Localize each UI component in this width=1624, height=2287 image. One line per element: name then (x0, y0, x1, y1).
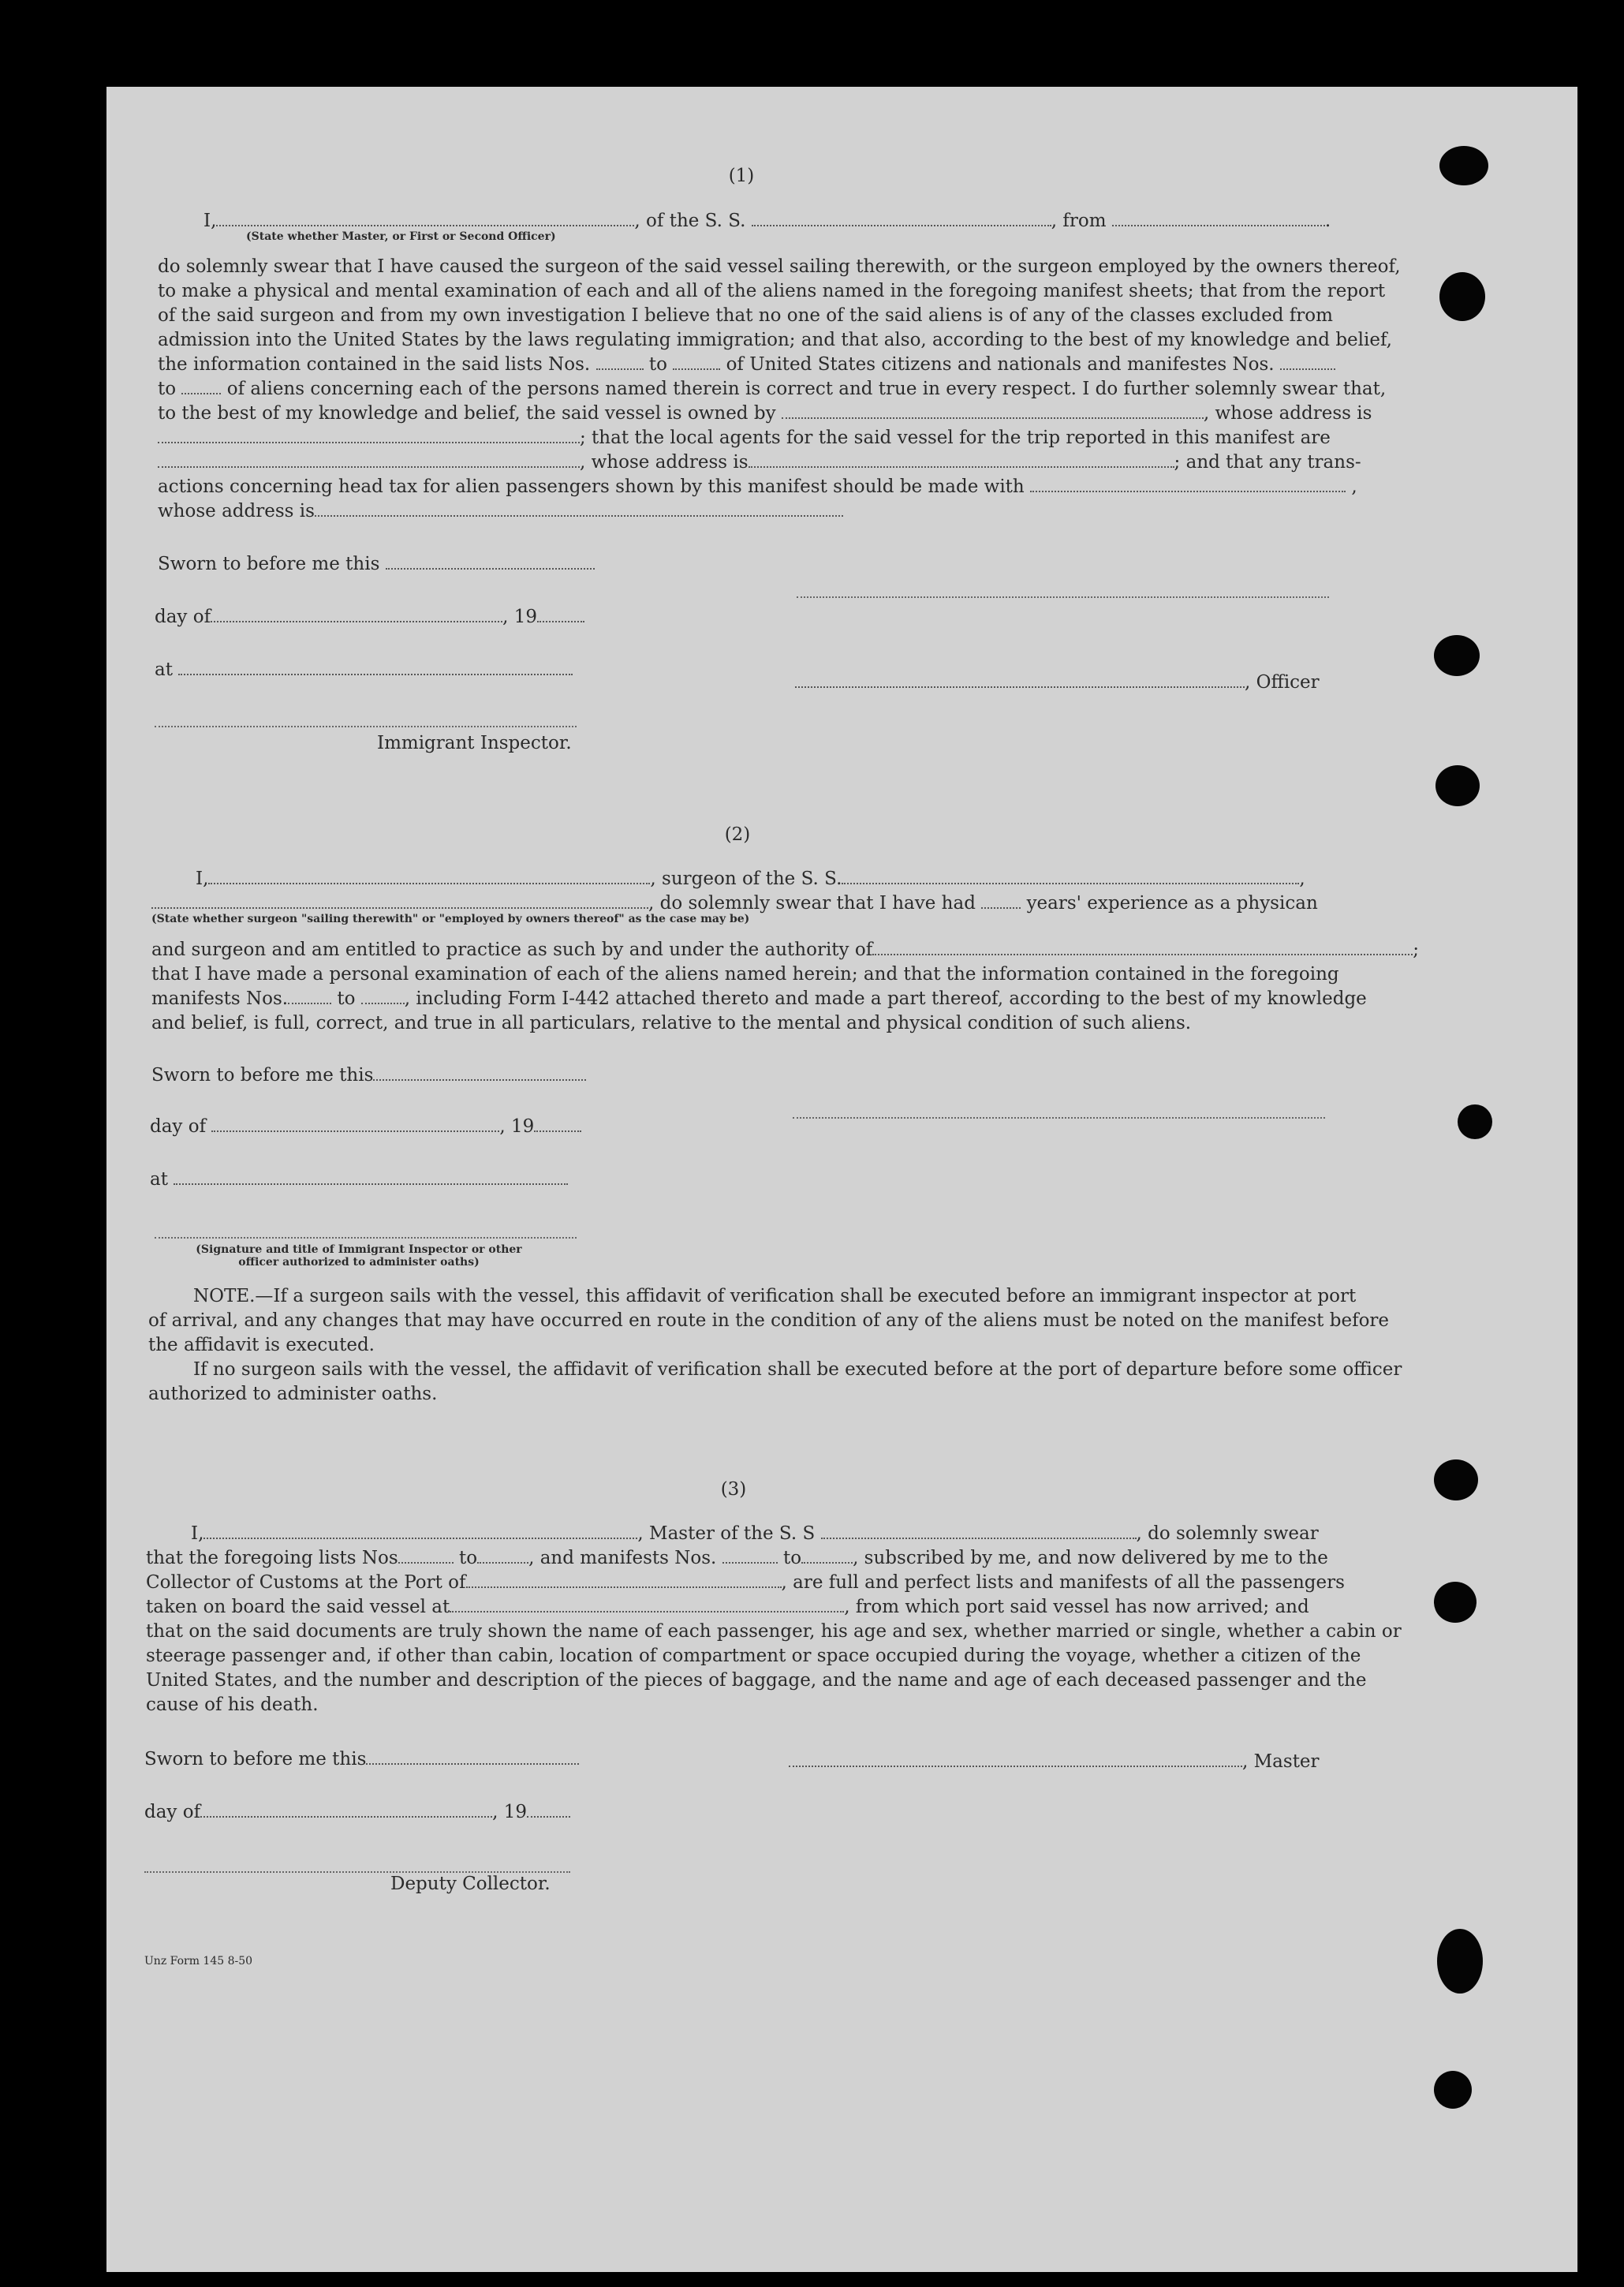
s3-lists-to-field[interactable] (477, 1551, 528, 1564)
lists-from-field[interactable] (596, 357, 644, 370)
s3-line-3: Collector of Customs at the Port of , are full and perfect lists and manifests of all the passengers (146, 1572, 1345, 1593)
s1-body-line: admission into the United States by the laws regulating immigration; and that also, according to the best of my knowledge and belief, (158, 330, 1392, 350)
note-line: of arrival, and any changes that may have occurred en route in the condition of any of the aliens must be noted on the manifest before (148, 1310, 1390, 1331)
surgeon-type-field[interactable] (151, 896, 648, 909)
s1-line-owner: to the best of my knowledge and belief, the said vessel is owned by , whose address is (158, 403, 1372, 424)
s1-month-field[interactable] (211, 610, 502, 622)
punch-hole (1458, 1104, 1492, 1139)
s1-officer-signature: , Officer (795, 671, 1320, 695)
collector-port-field[interactable] (466, 1575, 782, 1588)
s2-manifests-from-field[interactable] (288, 992, 331, 1004)
s1-year-field[interactable] (537, 610, 584, 622)
s1-line-1: I, , of the S. S. , from . (203, 211, 1331, 231)
s1-dayof: day of , 19 (155, 605, 584, 630)
s1-at: at (155, 658, 573, 682)
s1-line-aliens: to of aliens concerning each of the persons named therein is correct and true in every respect. I do further solemnly swear that, (158, 379, 1387, 399)
s1-body-line: to make a physical and mental examination of each and all of the aliens named in the foregoing manifest sheets; that from the report (158, 281, 1386, 301)
agents-address-field[interactable] (749, 455, 1174, 468)
s2-year-field[interactable] (534, 1119, 581, 1132)
years-experience-field[interactable] (981, 896, 1021, 909)
surgeon-instruction-note: (State whether surgeon "sailing therewith" or "employed by owners thereof" as the case may be) (151, 913, 750, 925)
s3-line-2: that the foregoing lists Nos to , and manifests Nos. to , subscribed by me, and now delivered by me to the (146, 1548, 1328, 1568)
s1-line-address: whose address is (158, 499, 843, 524)
s2-body-line: that I have made a personal examination of each of the aliens named herein; and that the information contained in the foregoing (151, 964, 1339, 985)
s1-line-agents: ; that the local agents for the said vessel for the trip reported in this manifest are (158, 426, 1331, 450)
s2-month-field[interactable] (211, 1119, 499, 1132)
s3-dayof: day of , 19 (144, 1800, 570, 1825)
s3-manifests-from-field[interactable] (722, 1551, 778, 1564)
s1-inspector-title: Immigrant Inspector. (377, 733, 572, 753)
s3-master-signature: , Master (789, 1750, 1320, 1774)
s2-vessel-field[interactable] (842, 872, 1299, 884)
s2-line-2: , do solemnly swear that I have had years' experience as a physican (151, 891, 1318, 916)
authority-field[interactable] (872, 943, 1413, 955)
s3-body-line-end: cause of his death. (146, 1695, 319, 1715)
s2-at: at (150, 1168, 568, 1192)
s1-line-lists: the information contained in the said lists Nos. to of United States citizens and nationals and manifestes Nos. (158, 353, 1335, 377)
manifests-to-field[interactable] (181, 382, 221, 394)
s2-inspector-signature-line[interactable] (155, 1237, 577, 1239)
s2-manifests-to-field[interactable] (361, 992, 405, 1004)
s1-place-field[interactable] (178, 663, 573, 675)
master-name-field[interactable] (216, 214, 634, 226)
s3-body-line: United States, and the number and description of the pieces of baggage, and the name and age of each deceased passenger and the (146, 1670, 1367, 1691)
punch-hole (1434, 1459, 1478, 1500)
note-line: NOTE.—If a surgeon sails with the vessel, this affidavit of verification shall be executed before an immigrant inspector at port (193, 1286, 1357, 1306)
punch-hole (1439, 146, 1488, 185)
s3-line-4: taken on board the said vessel at , from which port said vessel has now arrived; and (146, 1597, 1309, 1617)
s2-place-field[interactable] (174, 1172, 568, 1185)
punch-hole (1434, 2071, 1472, 2109)
s1-signature-line[interactable] (797, 596, 1329, 598)
s1-body-line: of the said surgeon and from my own investigation I believe that no one of the said aliens is of any of the classes excluded from (158, 305, 1333, 326)
s2-sworn-date-field[interactable] (373, 1068, 586, 1081)
s3-master-name-field[interactable] (203, 1527, 637, 1539)
form-number: Unz Form 145 8-50 (144, 1955, 253, 1967)
officer-instruction-note: (State whether Master, or First or Second Officer) (246, 230, 556, 243)
s1-sworn-date-field[interactable] (386, 557, 595, 570)
section-3-number: (3) (720, 1479, 747, 1500)
s1-line-agent-address: , whose address is ; and that any trans- (158, 450, 1361, 475)
s3-deputy-title: Deputy Collector. (390, 1874, 551, 1894)
s2-sig-caption-1: (Signature and title of Immigrant Inspector or other (196, 1243, 522, 1256)
note-line-end: the affidavit is executed. (148, 1335, 375, 1355)
surgeon-name-field[interactable] (208, 872, 650, 884)
s3-lists-from-field[interactable] (398, 1551, 454, 1564)
section-1-number: (1) (728, 166, 755, 186)
s3-body-line: steerage passenger and, if other than cabin, location of compartment or space occupied during the voyage, whether a citizen of the (146, 1646, 1361, 1666)
s1-line-headtax: actions concerning head tax for alien passengers shown by this manifest should be made with , (158, 476, 1357, 497)
punch-hole (1439, 272, 1485, 321)
owner-address-field[interactable] (158, 431, 580, 443)
s1-sworn: Sworn to before me this (158, 552, 595, 577)
s3-month-field[interactable] (200, 1805, 492, 1818)
punch-hole (1435, 765, 1480, 806)
note-line-end: authorized to administer oaths. (148, 1384, 438, 1404)
manifests-from-field[interactable] (1280, 357, 1335, 370)
s2-sworn: Sworn to before me this (151, 1063, 586, 1088)
s3-line-1: I, , Master of the S. S , do solemnly swear (191, 1523, 1319, 1544)
agents-field[interactable] (158, 455, 580, 468)
s2-line-3: and surgeon and am entitled to practice as such by and under the authority of ; (151, 940, 1419, 960)
s2-body-line-end: and belief, is full, correct, and true in all particulars, relative to the mental and physical condition of such aliens. (151, 1013, 1192, 1033)
section-2-number: (2) (724, 824, 751, 845)
s2-dayof: day of , 19 (150, 1115, 581, 1139)
s1-officer-field[interactable] (795, 675, 1245, 688)
punch-hole (1437, 1929, 1483, 1994)
s2-surgeon-signature-line[interactable] (793, 1117, 1325, 1119)
s1-inspector-signature-line[interactable] (155, 726, 577, 727)
s3-body-line: that on the said documents are truly shown the name of each passenger, his age and sex, whether married or single, whether a cabin or (146, 1621, 1402, 1642)
headtax-contact-field[interactable] (1030, 480, 1346, 492)
embark-port-field[interactable] (450, 1600, 844, 1612)
vessel-name-field[interactable] (752, 214, 1051, 226)
s2-sig-caption-2: officer authorized to administer oaths) (238, 1256, 480, 1269)
owner-field[interactable] (782, 406, 1204, 419)
s3-sworn: Sworn to before me this (144, 1747, 579, 1772)
from-port-field[interactable] (1112, 214, 1325, 226)
lists-to-field[interactable] (673, 357, 720, 370)
headtax-address-field[interactable] (315, 504, 843, 517)
s2-line-1: I, , surgeon of the S. S. , (196, 869, 1305, 889)
s3-manifests-to-field[interactable] (801, 1551, 853, 1564)
note-line: If no surgeon sails with the vessel, the affidavit of verification shall be executed before at the port of departure before some officer (193, 1359, 1402, 1380)
s3-vessel-field[interactable] (821, 1527, 1137, 1539)
s3-master-signature-field[interactable] (789, 1754, 1242, 1767)
punch-hole (1434, 1582, 1477, 1623)
s2-line-5: manifests Nos. to , including Form I-442 attached thereto and made a part thereof, according to the best of my knowledge (151, 988, 1367, 1009)
punch-hole (1434, 635, 1480, 676)
s1-body-line: do solemnly swear that I have caused the surgeon of the said vessel sailing therewith, or the surgeon employed by the owners thereof, (158, 256, 1401, 277)
s3-year-field[interactable] (527, 1805, 570, 1818)
s3-sworn-date-field[interactable] (366, 1752, 579, 1765)
